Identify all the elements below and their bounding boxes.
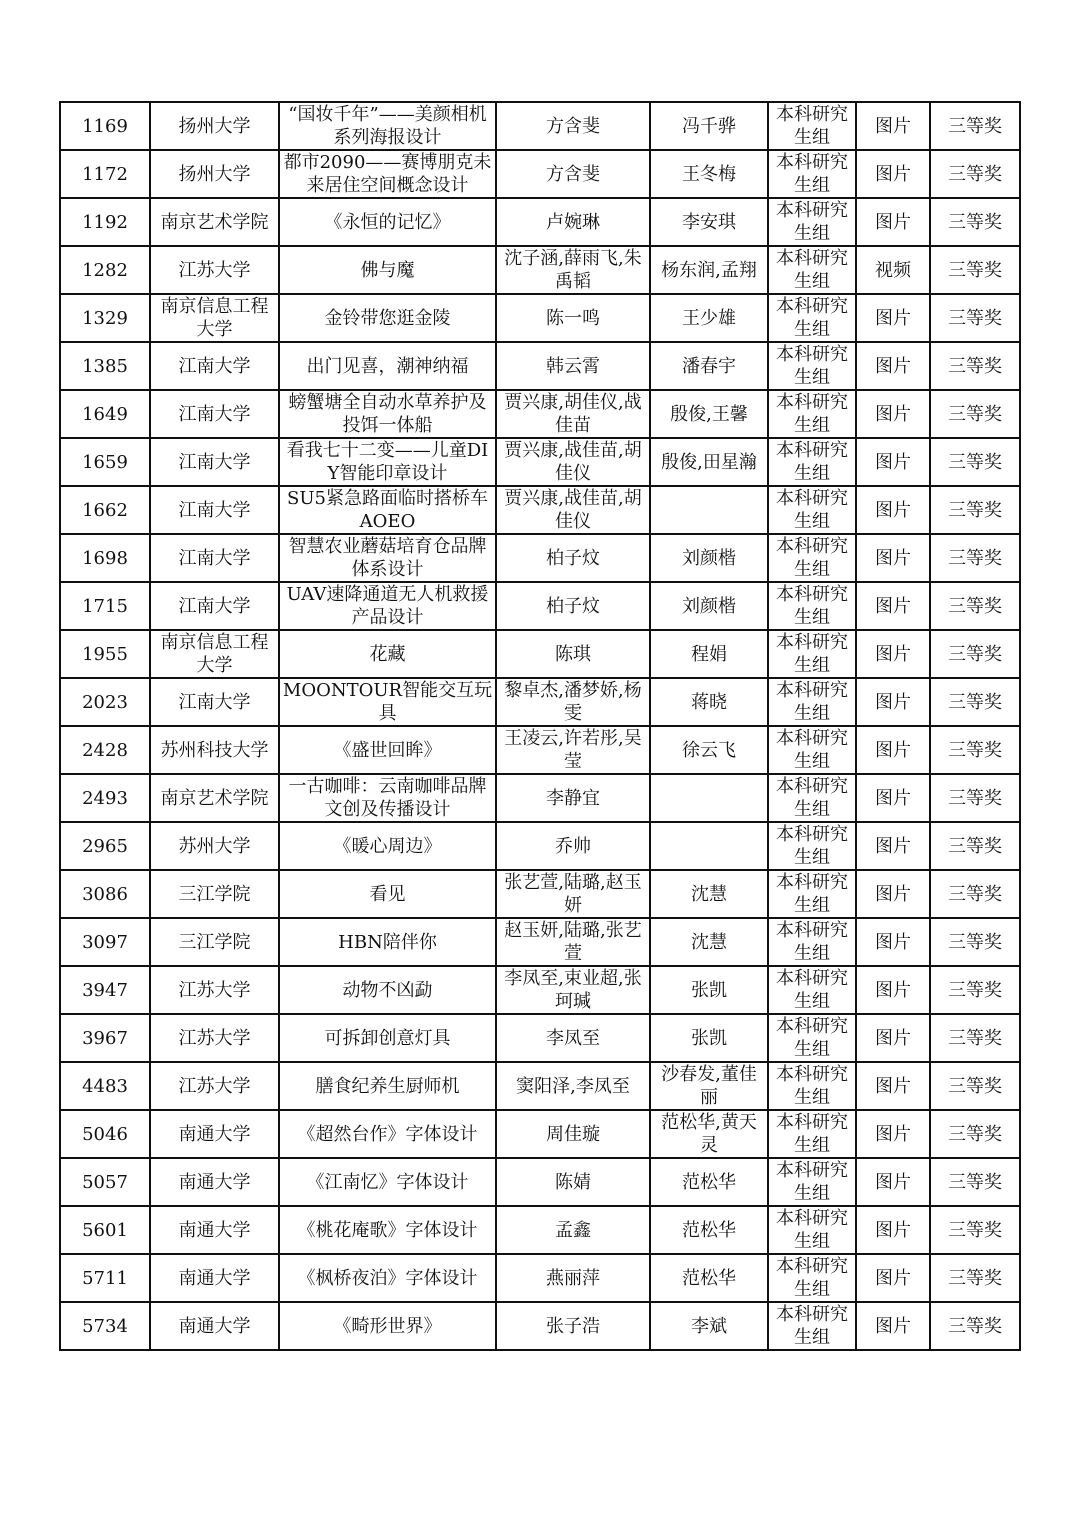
entry-id-cell: 1715 — [60, 582, 150, 630]
entry-id-cell: 2023 — [60, 678, 150, 726]
work-title-cell: 《桃花庵歌》字体设计 — [279, 1206, 496, 1254]
advisors-cell: 王少雄 — [650, 294, 768, 342]
work-title-cell: SU5紧急路面临时搭桥车AOEO — [279, 486, 496, 534]
group-cell: 本科研究生组 — [768, 678, 856, 726]
advisors-cell: 张凯 — [650, 1014, 768, 1062]
authors-cell: 韩云霄 — [496, 342, 650, 390]
work-type-cell: 图片 — [856, 822, 930, 870]
school-cell: 江苏大学 — [150, 246, 279, 294]
school-cell: 南京信息工程大学 — [150, 630, 279, 678]
work-title-cell: 动物不凶勐 — [279, 966, 496, 1014]
table-row — [60, 1014, 1020, 1062]
award-cell: 三等奖 — [930, 294, 1020, 342]
advisors-cell: 张凯 — [650, 966, 768, 1014]
group-cell: 本科研究生组 — [768, 1206, 856, 1254]
work-title-cell: 一古咖啡：云南咖啡品牌文创及传播设计 — [279, 774, 496, 822]
advisors-cell — [650, 774, 768, 822]
award-cell: 三等奖 — [930, 246, 1020, 294]
table-row — [60, 918, 1020, 966]
advisors-cell: 徐云飞 — [650, 726, 768, 774]
authors-cell: 李凤至 — [496, 1014, 650, 1062]
school-cell: 三江学院 — [150, 870, 279, 918]
table-row — [60, 1302, 1020, 1350]
award-cell: 三等奖 — [930, 630, 1020, 678]
entry-id-cell: 5057 — [60, 1158, 150, 1206]
entry-id-cell: 1955 — [60, 630, 150, 678]
school-cell: 南通大学 — [150, 1110, 279, 1158]
group-cell: 本科研究生组 — [768, 486, 856, 534]
work-type-cell: 图片 — [856, 102, 930, 150]
group-cell: 本科研究生组 — [768, 1110, 856, 1158]
entry-id-cell: 1192 — [60, 198, 150, 246]
award-cell: 三等奖 — [930, 678, 1020, 726]
entry-id-cell: 1649 — [60, 390, 150, 438]
advisors-cell: 李斌 — [650, 1302, 768, 1350]
authors-cell: 赵玉妍,陆璐,张艺萱 — [496, 918, 650, 966]
group-cell: 本科研究生组 — [768, 246, 856, 294]
table-row — [60, 630, 1020, 678]
work-title-cell: 都市2090——赛博朋克未来居住空间概念设计 — [279, 150, 496, 198]
table-row — [60, 678, 1020, 726]
school-cell: 南通大学 — [150, 1254, 279, 1302]
school-cell: 江南大学 — [150, 486, 279, 534]
group-cell: 本科研究生组 — [768, 102, 856, 150]
work-type-cell: 图片 — [856, 918, 930, 966]
entry-id-cell: 2493 — [60, 774, 150, 822]
advisors-cell: 王冬梅 — [650, 150, 768, 198]
authors-cell: 窦阳泽,李凤至 — [496, 1062, 650, 1110]
award-cell: 三等奖 — [930, 1014, 1020, 1062]
work-type-cell: 图片 — [856, 342, 930, 390]
award-cell: 三等奖 — [930, 390, 1020, 438]
authors-cell: 王凌云,许若彤,吴莹 — [496, 726, 650, 774]
table-row — [60, 102, 1020, 150]
table-row — [60, 870, 1020, 918]
work-type-cell: 图片 — [856, 198, 930, 246]
group-cell: 本科研究生组 — [768, 1254, 856, 1302]
advisors-cell: 范松华 — [650, 1206, 768, 1254]
authors-cell: 方含斐 — [496, 102, 650, 150]
work-title-cell: 《暖心周边》 — [279, 822, 496, 870]
advisors-cell: 范松华 — [650, 1158, 768, 1206]
school-cell: 南通大学 — [150, 1206, 279, 1254]
work-type-cell: 图片 — [856, 486, 930, 534]
table-row — [60, 822, 1020, 870]
school-cell: 江苏大学 — [150, 966, 279, 1014]
work-title-cell: 《盛世回眸》 — [279, 726, 496, 774]
authors-cell: 陈婧 — [496, 1158, 650, 1206]
advisors-cell: 冯千骅 — [650, 102, 768, 150]
entry-id-cell: 4483 — [60, 1062, 150, 1110]
entry-id-cell: 3967 — [60, 1014, 150, 1062]
authors-cell: 张子浩 — [496, 1302, 650, 1350]
table-body — [60, 102, 1020, 1350]
work-type-cell: 图片 — [856, 966, 930, 1014]
group-cell: 本科研究生组 — [768, 774, 856, 822]
authors-cell: 陈琪 — [496, 630, 650, 678]
school-cell: 南京艺术学院 — [150, 198, 279, 246]
advisors-cell: 刘颜楷 — [650, 582, 768, 630]
advisors-cell: 范松华 — [650, 1254, 768, 1302]
table-row — [60, 1158, 1020, 1206]
group-cell: 本科研究生组 — [768, 294, 856, 342]
award-cell: 三等奖 — [930, 726, 1020, 774]
work-title-cell: 《永恒的记忆》 — [279, 198, 496, 246]
group-cell: 本科研究生组 — [768, 1302, 856, 1350]
advisors-cell: 殷俊,田星瀚 — [650, 438, 768, 486]
school-cell: 江南大学 — [150, 582, 279, 630]
award-cell: 三等奖 — [930, 198, 1020, 246]
advisors-cell: 杨东润,孟翔 — [650, 246, 768, 294]
work-type-cell: 图片 — [856, 1110, 930, 1158]
authors-cell: 方含斐 — [496, 150, 650, 198]
school-cell: 江苏大学 — [150, 1014, 279, 1062]
work-type-cell: 图片 — [856, 630, 930, 678]
work-title-cell: 智慧农业蘑菇培育仓品牌体系设计 — [279, 534, 496, 582]
work-type-cell: 图片 — [856, 438, 930, 486]
award-cell: 三等奖 — [930, 1110, 1020, 1158]
award-cell: 三等奖 — [930, 534, 1020, 582]
award-cell: 三等奖 — [930, 822, 1020, 870]
work-type-cell: 图片 — [856, 1302, 930, 1350]
group-cell: 本科研究生组 — [768, 438, 856, 486]
work-title-cell: MOONTOUR智能交互玩具 — [279, 678, 496, 726]
table-row — [60, 1110, 1020, 1158]
school-cell: 江南大学 — [150, 438, 279, 486]
table-row — [60, 582, 1020, 630]
group-cell: 本科研究生组 — [768, 198, 856, 246]
work-type-cell: 图片 — [856, 390, 930, 438]
group-cell: 本科研究生组 — [768, 630, 856, 678]
table-row — [60, 1206, 1020, 1254]
advisors-cell: 范松华,黄天灵 — [650, 1110, 768, 1158]
entry-id-cell: 1329 — [60, 294, 150, 342]
work-title-cell: HBN陪伴你 — [279, 918, 496, 966]
work-title-cell: 看见 — [279, 870, 496, 918]
advisors-cell: 蒋晓 — [650, 678, 768, 726]
award-cell: 三等奖 — [930, 342, 1020, 390]
work-title-cell: 《畸形世界》 — [279, 1302, 496, 1350]
work-type-cell: 图片 — [856, 1158, 930, 1206]
work-title-cell: 金铃带您逛金陵 — [279, 294, 496, 342]
school-cell: 江苏大学 — [150, 1062, 279, 1110]
table-row — [60, 342, 1020, 390]
entry-id-cell: 1659 — [60, 438, 150, 486]
school-cell: 南京艺术学院 — [150, 774, 279, 822]
work-type-cell: 视频 — [856, 246, 930, 294]
advisors-cell: 潘春宇 — [650, 342, 768, 390]
entry-id-cell: 3097 — [60, 918, 150, 966]
authors-cell: 柏子炆 — [496, 582, 650, 630]
authors-cell: 燕丽萍 — [496, 1254, 650, 1302]
award-results-table — [59, 101, 1021, 1351]
advisors-cell: 殷俊,王馨 — [650, 390, 768, 438]
award-cell: 三等奖 — [930, 1206, 1020, 1254]
school-cell: 扬州大学 — [150, 102, 279, 150]
entry-id-cell: 5711 — [60, 1254, 150, 1302]
work-type-cell: 图片 — [856, 294, 930, 342]
group-cell: 本科研究生组 — [768, 870, 856, 918]
school-cell: 扬州大学 — [150, 150, 279, 198]
school-cell: 江南大学 — [150, 390, 279, 438]
entry-id-cell: 5734 — [60, 1302, 150, 1350]
work-type-cell: 图片 — [856, 774, 930, 822]
authors-cell: 周佳璇 — [496, 1110, 650, 1158]
entry-id-cell: 1662 — [60, 486, 150, 534]
work-type-cell: 图片 — [856, 534, 930, 582]
work-title-cell: 螃蟹塘全自动水草养护及投饵一体船 — [279, 390, 496, 438]
group-cell: 本科研究生组 — [768, 534, 856, 582]
table-row — [60, 966, 1020, 1014]
school-cell: 苏州大学 — [150, 822, 279, 870]
advisors-cell: 李安琪 — [650, 198, 768, 246]
work-title-cell: 《超然台作》字体设计 — [279, 1110, 496, 1158]
group-cell: 本科研究生组 — [768, 150, 856, 198]
advisors-cell — [650, 486, 768, 534]
award-cell: 三等奖 — [930, 870, 1020, 918]
entry-id-cell: 1169 — [60, 102, 150, 150]
entry-id-cell: 2965 — [60, 822, 150, 870]
award-cell: 三等奖 — [930, 438, 1020, 486]
school-cell: 南通大学 — [150, 1158, 279, 1206]
authors-cell: 陈一鸣 — [496, 294, 650, 342]
work-title-cell: 可拆卸创意灯具 — [279, 1014, 496, 1062]
school-cell: 南京信息工程大学 — [150, 294, 279, 342]
school-cell: 苏州科技大学 — [150, 726, 279, 774]
group-cell: 本科研究生组 — [768, 1062, 856, 1110]
authors-cell: 李静宜 — [496, 774, 650, 822]
authors-cell: 李凤至,束业超,张珂瑊 — [496, 966, 650, 1014]
table-row — [60, 246, 1020, 294]
work-title-cell: 看我七十二变——儿童DIY智能印章设计 — [279, 438, 496, 486]
award-cell: 三等奖 — [930, 966, 1020, 1014]
authors-cell: 贾兴康,战佳苗,胡佳仪 — [496, 486, 650, 534]
group-cell: 本科研究生组 — [768, 582, 856, 630]
table-row — [60, 774, 1020, 822]
work-type-cell: 图片 — [856, 678, 930, 726]
authors-cell: 卢婉琳 — [496, 198, 650, 246]
authors-cell: 黎卓杰,潘梦娇,杨雯 — [496, 678, 650, 726]
school-cell: 三江学院 — [150, 918, 279, 966]
entry-id-cell: 3086 — [60, 870, 150, 918]
school-cell: 南通大学 — [150, 1302, 279, 1350]
award-cell: 三等奖 — [930, 918, 1020, 966]
authors-cell: 乔帅 — [496, 822, 650, 870]
work-title-cell: UAV速降通道无人机救援产品设计 — [279, 582, 496, 630]
award-cell: 三等奖 — [930, 1158, 1020, 1206]
work-title-cell: 出门见喜，潮神纳福 — [279, 342, 496, 390]
work-type-cell: 图片 — [856, 1062, 930, 1110]
work-title-cell: 花藏 — [279, 630, 496, 678]
work-title-cell: “国妆千年”——美颜相机系列海报设计 — [279, 102, 496, 150]
entry-id-cell: 3947 — [60, 966, 150, 1014]
authors-cell: 孟鑫 — [496, 1206, 650, 1254]
table-row — [60, 1062, 1020, 1110]
advisors-cell — [650, 822, 768, 870]
entry-id-cell: 1172 — [60, 150, 150, 198]
table-row — [60, 390, 1020, 438]
work-type-cell: 图片 — [856, 1254, 930, 1302]
entry-id-cell: 5601 — [60, 1206, 150, 1254]
group-cell: 本科研究生组 — [768, 342, 856, 390]
group-cell: 本科研究生组 — [768, 822, 856, 870]
table-row — [60, 150, 1020, 198]
authors-cell: 张艺萱,陆璐,赵玉妍 — [496, 870, 650, 918]
advisors-cell: 刘颜楷 — [650, 534, 768, 582]
advisors-cell: 程娟 — [650, 630, 768, 678]
entry-id-cell: 1385 — [60, 342, 150, 390]
entry-id-cell: 5046 — [60, 1110, 150, 1158]
authors-cell: 贾兴康,战佳苗,胡佳仪 — [496, 438, 650, 486]
school-cell: 江南大学 — [150, 534, 279, 582]
group-cell: 本科研究生组 — [768, 1158, 856, 1206]
table-row — [60, 534, 1020, 582]
award-cell: 三等奖 — [930, 1302, 1020, 1350]
work-type-cell: 图片 — [856, 1206, 930, 1254]
authors-cell: 贾兴康,胡佳仪,战佳苗 — [496, 390, 650, 438]
group-cell: 本科研究生组 — [768, 726, 856, 774]
award-cell: 三等奖 — [930, 150, 1020, 198]
entry-id-cell: 1698 — [60, 534, 150, 582]
work-title-cell: 《江南忆》字体设计 — [279, 1158, 496, 1206]
advisors-cell: 沈慧 — [650, 870, 768, 918]
table-row — [60, 198, 1020, 246]
advisors-cell: 沙春发,董佳丽 — [650, 1062, 768, 1110]
work-type-cell: 图片 — [856, 870, 930, 918]
group-cell: 本科研究生组 — [768, 390, 856, 438]
authors-cell: 柏子炆 — [496, 534, 650, 582]
award-cell: 三等奖 — [930, 774, 1020, 822]
school-cell: 江南大学 — [150, 678, 279, 726]
table-row — [60, 726, 1020, 774]
school-cell: 江南大学 — [150, 342, 279, 390]
group-cell: 本科研究生组 — [768, 918, 856, 966]
award-cell: 三等奖 — [930, 582, 1020, 630]
work-title-cell: 佛与魔 — [279, 246, 496, 294]
work-title-cell: 膳食纪养生厨师机 — [279, 1062, 496, 1110]
work-type-cell: 图片 — [856, 726, 930, 774]
entry-id-cell: 1282 — [60, 246, 150, 294]
entry-id-cell: 2428 — [60, 726, 150, 774]
group-cell: 本科研究生组 — [768, 966, 856, 1014]
award-cell: 三等奖 — [930, 1062, 1020, 1110]
award-cell: 三等奖 — [930, 486, 1020, 534]
table-row — [60, 1254, 1020, 1302]
award-cell: 三等奖 — [930, 102, 1020, 150]
advisors-cell: 沈慧 — [650, 918, 768, 966]
table-row — [60, 294, 1020, 342]
work-type-cell: 图片 — [856, 1014, 930, 1062]
group-cell: 本科研究生组 — [768, 1014, 856, 1062]
work-type-cell: 图片 — [856, 582, 930, 630]
award-cell: 三等奖 — [930, 1254, 1020, 1302]
table-row — [60, 438, 1020, 486]
work-type-cell: 图片 — [856, 150, 930, 198]
work-title-cell: 《枫桥夜泊》字体设计 — [279, 1254, 496, 1302]
table-row — [60, 486, 1020, 534]
authors-cell: 沈子涵,薛雨飞,朱禹韬 — [496, 246, 650, 294]
